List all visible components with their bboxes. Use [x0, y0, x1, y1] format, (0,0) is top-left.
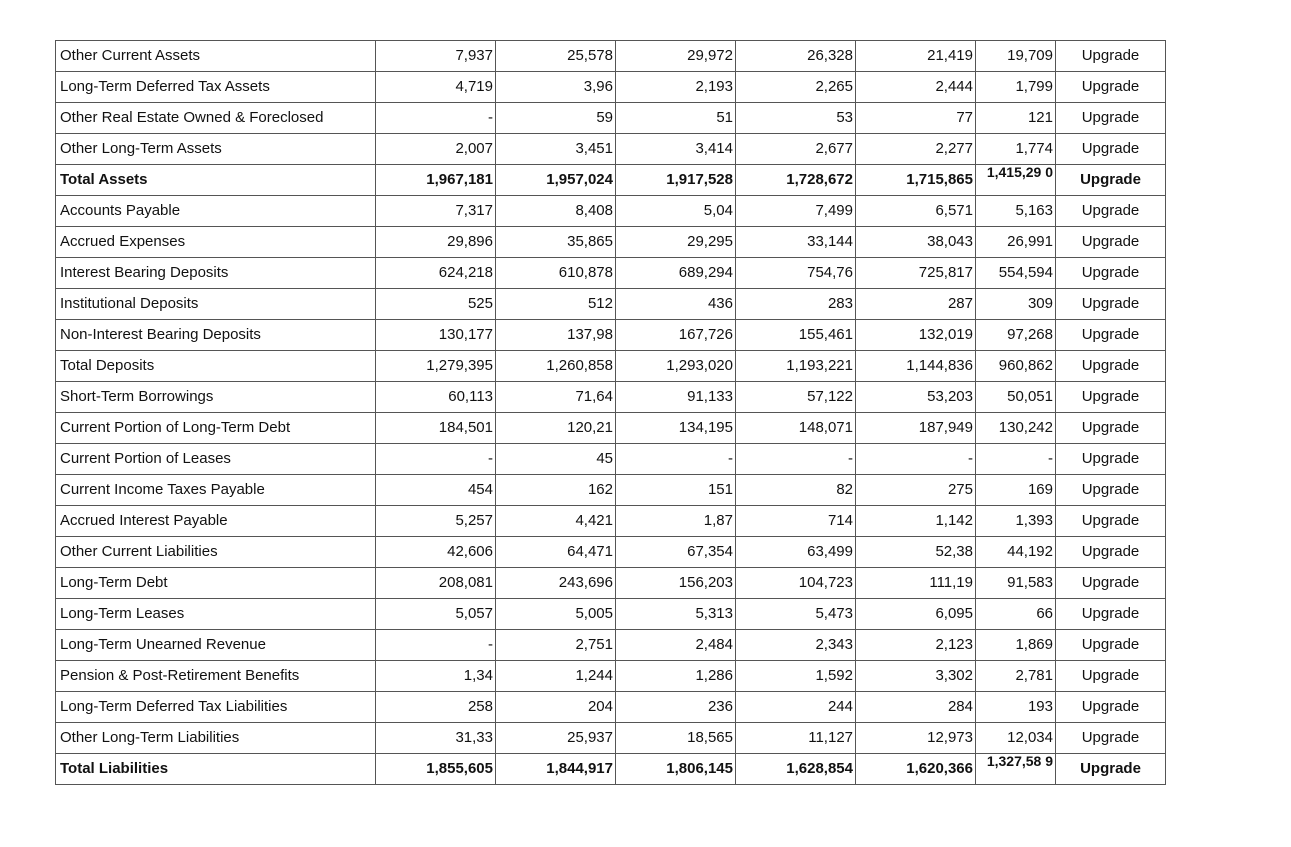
value-cell: 1,279,395: [376, 351, 496, 382]
value-cell: 1,415,29 0: [976, 165, 1056, 196]
value-cell: 309: [976, 289, 1056, 320]
value-cell: 91,133: [616, 382, 736, 413]
upgrade-link[interactable]: Upgrade: [1056, 320, 1166, 351]
value-cell: -: [376, 444, 496, 475]
value-cell: 162: [496, 475, 616, 506]
value-cell: 1,806,145: [616, 754, 736, 785]
upgrade-link[interactable]: Upgrade: [1056, 444, 1166, 475]
value-cell: 12,034: [976, 723, 1056, 754]
table-body: [56, 41, 1166, 785]
value-cell: 111,19: [856, 568, 976, 599]
upgrade-link[interactable]: Upgrade: [1056, 568, 1166, 599]
value-cell: 258: [376, 692, 496, 723]
value-cell: 6,095: [856, 599, 976, 630]
value-cell: 1,628,854: [736, 754, 856, 785]
upgrade-link[interactable]: Upgrade: [1056, 475, 1166, 506]
table-row: [56, 320, 1166, 351]
row-label: Long-Term Unearned Revenue: [56, 630, 376, 661]
value-cell: 155,461: [736, 320, 856, 351]
value-cell: 1,193,221: [736, 351, 856, 382]
value-cell: 26,328: [736, 41, 856, 72]
row-label: Institutional Deposits: [56, 289, 376, 320]
value-cell: 1,244: [496, 661, 616, 692]
row-label: Total Liabilities: [56, 754, 376, 785]
table-row: [56, 103, 1166, 134]
row-label: Long-Term Deferred Tax Liabilities: [56, 692, 376, 723]
row-label: Other Current Assets: [56, 41, 376, 72]
value-cell: 52,38: [856, 537, 976, 568]
value-cell: -: [736, 444, 856, 475]
value-cell: 64,471: [496, 537, 616, 568]
value-cell: 51: [616, 103, 736, 134]
value-cell: 12,973: [856, 723, 976, 754]
table-row: [56, 227, 1166, 258]
value-cell: 284: [856, 692, 976, 723]
table-row: [56, 351, 1166, 382]
value-cell: 91,583: [976, 568, 1056, 599]
value-cell: 3,302: [856, 661, 976, 692]
value-cell: 2,677: [736, 134, 856, 165]
value-cell: 120,21: [496, 413, 616, 444]
value-cell: 5,473: [736, 599, 856, 630]
value-cell: 132,019: [856, 320, 976, 351]
value-cell: -: [856, 444, 976, 475]
value-cell: 1,844,917: [496, 754, 616, 785]
value-cell: -: [976, 444, 1056, 475]
value-cell: 169: [976, 475, 1056, 506]
row-label: Long-Term Debt: [56, 568, 376, 599]
table-row: [56, 754, 1166, 785]
value-cell: 5,057: [376, 599, 496, 630]
row-label: Current Income Taxes Payable: [56, 475, 376, 506]
value-cell: 243,696: [496, 568, 616, 599]
value-cell: 1,774: [976, 134, 1056, 165]
table-row: [56, 258, 1166, 289]
value-cell: 137,98: [496, 320, 616, 351]
upgrade-link[interactable]: Upgrade: [1056, 196, 1166, 227]
value-cell: 1,957,024: [496, 165, 616, 196]
value-cell: 208,081: [376, 568, 496, 599]
value-cell: 184,501: [376, 413, 496, 444]
value-cell: 3,96: [496, 72, 616, 103]
upgrade-link[interactable]: Upgrade: [1056, 351, 1166, 382]
row-label: Current Portion of Leases: [56, 444, 376, 475]
upgrade-link[interactable]: Upgrade: [1056, 258, 1166, 289]
value-cell: 283: [736, 289, 856, 320]
value-cell: 2,123: [856, 630, 976, 661]
value-cell: 82: [736, 475, 856, 506]
table-row: [56, 723, 1166, 754]
value-cell: 5,04: [616, 196, 736, 227]
table-row: [56, 537, 1166, 568]
value-cell: 121: [976, 103, 1056, 134]
value-cell: 104,723: [736, 568, 856, 599]
value-cell: -: [616, 444, 736, 475]
upgrade-link[interactable]: Upgrade: [1056, 506, 1166, 537]
value-cell: 6,571: [856, 196, 976, 227]
table-row: [56, 692, 1166, 723]
value-cell: 4,421: [496, 506, 616, 537]
value-cell: 454: [376, 475, 496, 506]
row-label: Current Portion of Long-Term Debt: [56, 413, 376, 444]
value-cell: 689,294: [616, 258, 736, 289]
upgrade-link[interactable]: Upgrade: [1056, 413, 1166, 444]
value-cell: 525: [376, 289, 496, 320]
value-cell: 33,144: [736, 227, 856, 258]
value-cell: 2,343: [736, 630, 856, 661]
value-cell: 714: [736, 506, 856, 537]
value-cell: 63,499: [736, 537, 856, 568]
value-cell: 5,313: [616, 599, 736, 630]
table-row: [56, 196, 1166, 227]
row-label: Accounts Payable: [56, 196, 376, 227]
value-cell: 244: [736, 692, 856, 723]
value-cell: 25,578: [496, 41, 616, 72]
value-cell: 29,896: [376, 227, 496, 258]
table-row: [56, 72, 1166, 103]
value-cell: 1,869: [976, 630, 1056, 661]
upgrade-link[interactable]: Upgrade: [1056, 599, 1166, 630]
value-cell: 204: [496, 692, 616, 723]
table-row: [56, 506, 1166, 537]
value-cell: 18,565: [616, 723, 736, 754]
value-cell: 1,293,020: [616, 351, 736, 382]
value-cell: 1,592: [736, 661, 856, 692]
upgrade-link[interactable]: Upgrade: [1056, 227, 1166, 258]
value-cell: 2,781: [976, 661, 1056, 692]
value-cell: 1,144,836: [856, 351, 976, 382]
upgrade-link[interactable]: Upgrade: [1056, 72, 1166, 103]
row-label: Other Long-Term Liabilities: [56, 723, 376, 754]
value-cell: 26,991: [976, 227, 1056, 258]
value-cell: 31,33: [376, 723, 496, 754]
value-cell: 151: [616, 475, 736, 506]
value-cell: 1,715,865: [856, 165, 976, 196]
upgrade-link[interactable]: Upgrade: [1056, 754, 1166, 785]
value-cell: 19,709: [976, 41, 1056, 72]
value-cell: 59: [496, 103, 616, 134]
value-cell: 148,071: [736, 413, 856, 444]
upgrade-link[interactable]: Upgrade: [1056, 165, 1166, 196]
row-label: Other Real Estate Owned & Foreclosed: [56, 103, 376, 134]
row-label: Total Deposits: [56, 351, 376, 382]
value-cell: 167,726: [616, 320, 736, 351]
row-label: Pension & Post-Retirement Benefits: [56, 661, 376, 692]
value-cell: 624,218: [376, 258, 496, 289]
value-cell: 45: [496, 444, 616, 475]
value-cell: 130,242: [976, 413, 1056, 444]
row-label: Accrued Expenses: [56, 227, 376, 258]
upgrade-link[interactable]: Upgrade: [1056, 537, 1166, 568]
value-cell: 1,799: [976, 72, 1056, 103]
value-cell: 960,862: [976, 351, 1056, 382]
value-cell: 53: [736, 103, 856, 134]
value-cell: 5,163: [976, 196, 1056, 227]
value-cell: 60,113: [376, 382, 496, 413]
value-cell: 50,051: [976, 382, 1056, 413]
row-label: Long-Term Deferred Tax Assets: [56, 72, 376, 103]
value-cell: 156,203: [616, 568, 736, 599]
value-cell: 35,865: [496, 227, 616, 258]
value-cell: 275: [856, 475, 976, 506]
table-row: [56, 475, 1166, 506]
value-cell: 1,393: [976, 506, 1056, 537]
value-cell: 754,76: [736, 258, 856, 289]
table-row: [56, 630, 1166, 661]
value-cell: 44,192: [976, 537, 1056, 568]
value-cell: 1,142: [856, 506, 976, 537]
value-cell: 66: [976, 599, 1056, 630]
upgrade-link[interactable]: Upgrade: [1056, 289, 1166, 320]
value-cell: 7,317: [376, 196, 496, 227]
value-cell: 130,177: [376, 320, 496, 351]
value-cell: 42,606: [376, 537, 496, 568]
value-cell: 1,327,58 9: [976, 754, 1056, 785]
row-label: Accrued Interest Payable: [56, 506, 376, 537]
value-cell: 97,268: [976, 320, 1056, 351]
value-cell: 2,751: [496, 630, 616, 661]
row-label: Long-Term Leases: [56, 599, 376, 630]
value-cell: 2,277: [856, 134, 976, 165]
value-cell: 7,937: [376, 41, 496, 72]
financial-table: [55, 40, 1166, 785]
upgrade-link[interactable]: Upgrade: [1056, 692, 1166, 723]
row-label: Interest Bearing Deposits: [56, 258, 376, 289]
value-cell: 2,193: [616, 72, 736, 103]
row-label: Short-Term Borrowings: [56, 382, 376, 413]
value-cell: 436: [616, 289, 736, 320]
value-cell: 1,855,605: [376, 754, 496, 785]
value-cell: 3,414: [616, 134, 736, 165]
value-cell: 1,917,528: [616, 165, 736, 196]
value-cell: 2,007: [376, 134, 496, 165]
value-cell: 1,260,858: [496, 351, 616, 382]
upgrade-link[interactable]: Upgrade: [1056, 134, 1166, 165]
value-cell: 21,419: [856, 41, 976, 72]
table-row: [56, 568, 1166, 599]
value-cell: 25,937: [496, 723, 616, 754]
table-row: [56, 413, 1166, 444]
value-cell: 2,265: [736, 72, 856, 103]
value-cell: 67,354: [616, 537, 736, 568]
upgrade-link[interactable]: Upgrade: [1056, 41, 1166, 72]
table-row: [56, 289, 1166, 320]
value-cell: 5,257: [376, 506, 496, 537]
value-cell: 1,728,672: [736, 165, 856, 196]
value-cell: 554,594: [976, 258, 1056, 289]
value-cell: 8,408: [496, 196, 616, 227]
upgrade-link[interactable]: Upgrade: [1056, 723, 1166, 754]
row-label: Other Long-Term Assets: [56, 134, 376, 165]
value-cell: 1,286: [616, 661, 736, 692]
upgrade-link[interactable]: Upgrade: [1056, 630, 1166, 661]
value-cell: 29,295: [616, 227, 736, 258]
row-label: Non-Interest Bearing Deposits: [56, 320, 376, 351]
value-cell: 134,195: [616, 413, 736, 444]
value-cell: 1,34: [376, 661, 496, 692]
value-cell: 1,967,181: [376, 165, 496, 196]
row-label: Total Assets: [56, 165, 376, 196]
value-cell: 610,878: [496, 258, 616, 289]
value-cell: 1,620,366: [856, 754, 976, 785]
upgrade-link[interactable]: Upgrade: [1056, 661, 1166, 692]
value-cell: 38,043: [856, 227, 976, 258]
table-row: [56, 444, 1166, 475]
value-cell: 236: [616, 692, 736, 723]
value-cell: 7,499: [736, 196, 856, 227]
value-cell: -: [376, 630, 496, 661]
upgrade-link[interactable]: Upgrade: [1056, 382, 1166, 413]
value-cell: 57,122: [736, 382, 856, 413]
value-cell: -: [376, 103, 496, 134]
value-cell: 4,719: [376, 72, 496, 103]
table-row: [56, 134, 1166, 165]
table-row: [56, 599, 1166, 630]
table-row: [56, 661, 1166, 692]
value-cell: 53,203: [856, 382, 976, 413]
value-cell: 2,444: [856, 72, 976, 103]
value-cell: 193: [976, 692, 1056, 723]
value-cell: 725,817: [856, 258, 976, 289]
value-cell: 11,127: [736, 723, 856, 754]
upgrade-link[interactable]: Upgrade: [1056, 103, 1166, 134]
value-cell: 512: [496, 289, 616, 320]
value-cell: 77: [856, 103, 976, 134]
table-row: [56, 165, 1166, 196]
value-cell: 187,949: [856, 413, 976, 444]
value-cell: 29,972: [616, 41, 736, 72]
value-cell: 71,64: [496, 382, 616, 413]
value-cell: 5,005: [496, 599, 616, 630]
table-row: [56, 382, 1166, 413]
value-cell: 287: [856, 289, 976, 320]
value-cell: 3,451: [496, 134, 616, 165]
value-cell: 2,484: [616, 630, 736, 661]
table-row: [56, 41, 1166, 72]
row-label: Other Current Liabilities: [56, 537, 376, 568]
value-cell: 1,87: [616, 506, 736, 537]
